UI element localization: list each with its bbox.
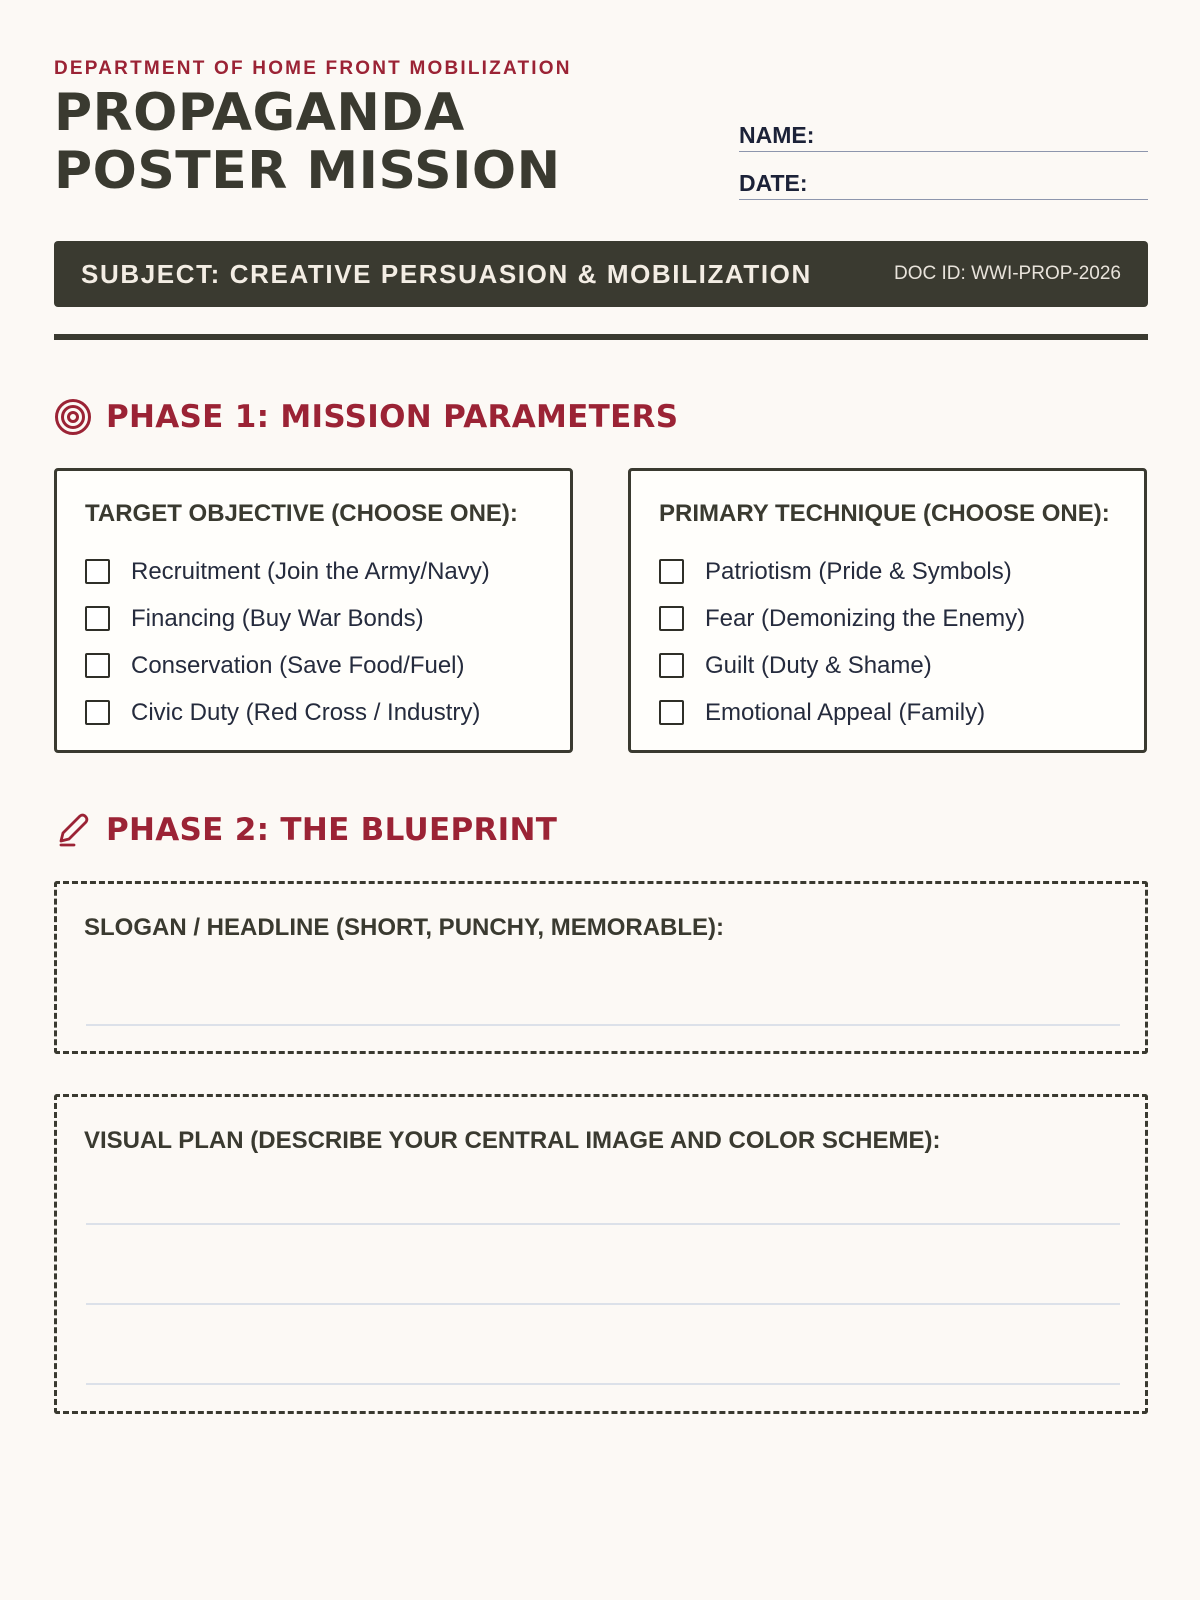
checkbox[interactable] (85, 559, 110, 584)
checkbox[interactable] (85, 700, 110, 725)
checkbox[interactable] (85, 606, 110, 631)
doc-id: DOC ID: WWI-PROP-2026 (894, 263, 1121, 284)
target-objective-box (54, 468, 573, 753)
student-info (739, 118, 1148, 214)
department-label: DEPARTMENT OF HOME FRONT MOBILIZATION (54, 58, 572, 79)
option-label: Civic Duty (Red Cross / Industry) (131, 698, 481, 726)
date-label: DATE: (739, 170, 808, 196)
option-label: Guilt (Duty & Shame) (705, 651, 932, 679)
primary-technique-box (628, 468, 1147, 753)
phase-2-title: PHASE 2: THE BLUEPRINT (106, 812, 558, 848)
writing-line (86, 1303, 1120, 1305)
target-icon (54, 398, 92, 436)
visual-plan-label: VISUAL PLAN (DESCRIBE YOUR CENTRAL IMAGE AND COLOR SCHEME): (84, 1127, 941, 1154)
checkbox[interactable] (659, 559, 684, 584)
divider-rule (54, 334, 1148, 340)
title-line-1: PROPAGANDA (54, 83, 465, 143)
subject-text: SUBJECT: CREATIVE PERSUASION & MOBILIZATION (81, 258, 812, 289)
slogan-label: SLOGAN / HEADLINE (SHORT, PUNCHY, MEMORABLE): (84, 914, 725, 941)
option-label: Financing (Buy War Bonds) (131, 604, 424, 632)
option-label: Conservation (Save Food/Fuel) (131, 651, 465, 679)
slogan-box[interactable] (54, 881, 1148, 1054)
technique-option[interactable] (659, 689, 1116, 736)
checkbox[interactable] (659, 653, 684, 678)
checkbox[interactable] (659, 606, 684, 631)
option-label: Emotional Appeal (Family) (705, 698, 986, 726)
subject-bar (54, 241, 1148, 307)
phase-1-title: PHASE 1: MISSION PARAMETERS (106, 399, 679, 435)
date-field[interactable] (739, 166, 1148, 200)
name-field[interactable] (739, 118, 1148, 152)
target-objective-label: TARGET OBJECTIVE (CHOOSE ONE): (85, 500, 518, 527)
phase-1-header (54, 398, 678, 436)
technique-option[interactable] (659, 642, 1116, 689)
phase-2-header (54, 811, 557, 849)
technique-option[interactable] (659, 548, 1116, 595)
objective-option[interactable] (85, 689, 542, 736)
writing-line (86, 1383, 1120, 1385)
title-line-2: POSTER MISSION (54, 141, 561, 201)
worksheet-page (54, 0, 1148, 1600)
option-label: Fear (Demonizing the Enemy) (705, 604, 1026, 632)
option-label: Recruitment (Join the Army/Navy) (131, 557, 490, 585)
objective-option[interactable] (85, 595, 542, 642)
name-label: NAME: (739, 122, 815, 148)
pencil-icon (54, 811, 92, 849)
objective-option[interactable] (85, 548, 542, 595)
writing-line (86, 1024, 1120, 1026)
checkbox[interactable] (85, 653, 110, 678)
primary-technique-label: PRIMARY TECHNIQUE (CHOOSE ONE): (659, 500, 1110, 527)
page-title (54, 84, 694, 200)
visual-plan-box[interactable] (54, 1094, 1148, 1414)
checkbox[interactable] (659, 700, 684, 725)
objective-option[interactable] (85, 642, 542, 689)
technique-option[interactable] (659, 595, 1116, 642)
writing-line (86, 1223, 1120, 1225)
option-label: Patriotism (Pride & Symbols) (705, 557, 1012, 585)
